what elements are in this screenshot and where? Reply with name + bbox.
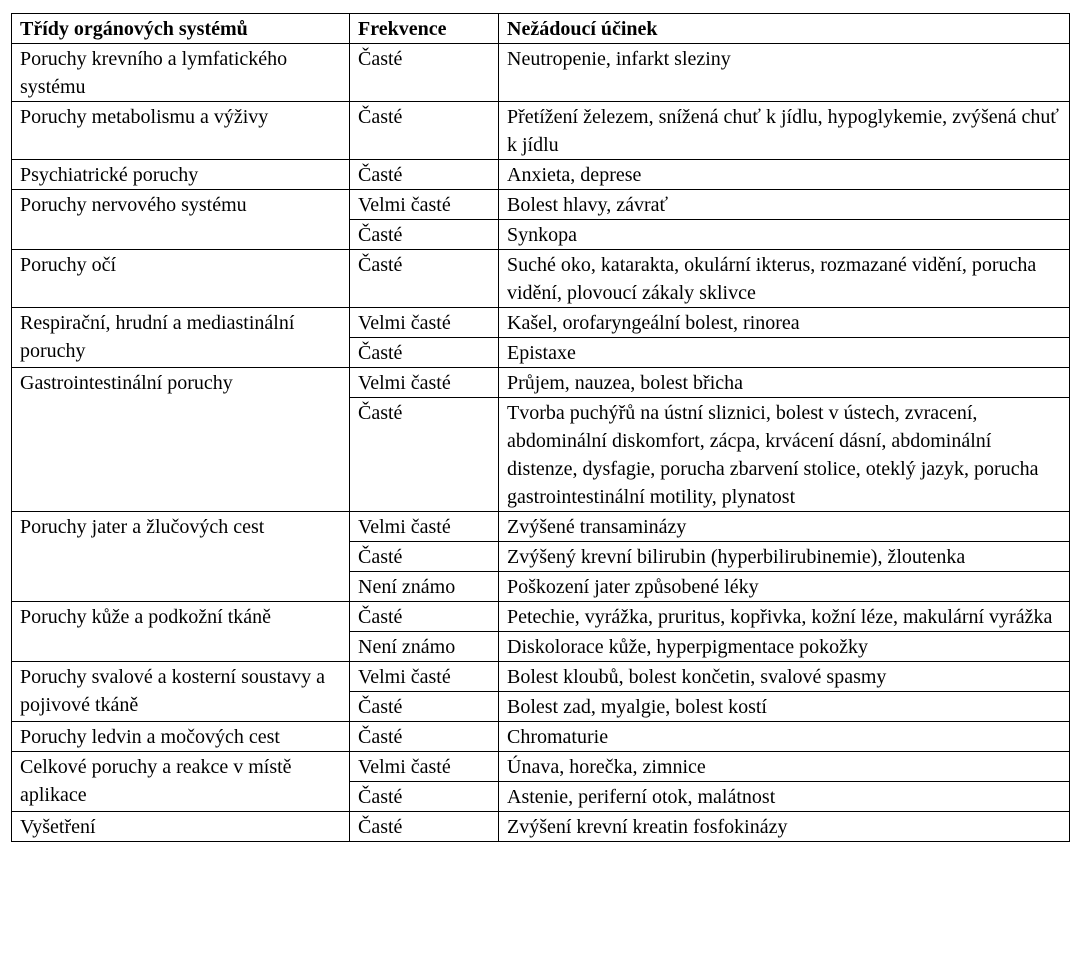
adverse-effect-cell: Zvýšení krevní kreatin fosfokinázy xyxy=(499,812,1070,842)
frequency-cell: Časté xyxy=(350,44,499,102)
frequency-cell: Velmi časté xyxy=(350,308,499,338)
table-row xyxy=(12,190,1070,220)
organ-system-class-cell: Poruchy svalové a kosterní soustavy a pojivové tkáně xyxy=(12,662,350,722)
table-row xyxy=(12,160,1070,190)
adverse-effect-cell: Astenie, periferní otok, malátnost xyxy=(499,782,1070,812)
table-row xyxy=(12,512,1070,542)
frequency-cell: Velmi časté xyxy=(350,662,499,692)
frequency-cell: Časté xyxy=(350,398,499,512)
frequency-cell: Časté xyxy=(350,542,499,572)
adverse-effect-cell: Zvýšené transaminázy xyxy=(499,512,1070,542)
header-frequency: Frekvence xyxy=(350,14,499,44)
organ-system-class-cell: Poruchy krevního a lymfatického systému xyxy=(12,44,350,102)
table-row xyxy=(12,602,1070,632)
frequency-cell: Časté xyxy=(350,220,499,250)
adverse-effect-cell: Diskolorace kůže, hyperpigmentace pokožky xyxy=(499,632,1070,662)
organ-system-class-cell: Poruchy očí xyxy=(12,250,350,308)
organ-system-class-cell: Vyšetření xyxy=(12,812,350,842)
adverse-effect-cell: Tvorba puchýřů na ústní sliznici, bolest v ústech, zvracení, abdominální diskomfort, zácpa, krvácení dásní, abdominální distenze, dysfagie, porucha zbarvení stolice, oteklý jazyk, porucha gastrointestinální motility, plynatost xyxy=(499,398,1070,512)
table-row xyxy=(12,308,1070,338)
adverse-effect-cell: Bolest hlavy, závrať xyxy=(499,190,1070,220)
organ-system-class-cell: Poruchy kůže a podkožní tkáně xyxy=(12,602,350,662)
adverse-effect-cell: Zvýšený krevní bilirubin (hyperbilirubinemie), žloutenka xyxy=(499,542,1070,572)
frequency-cell: Časté xyxy=(350,160,499,190)
adverse-effect-cell: Poškození jater způsobené léky xyxy=(499,572,1070,602)
frequency-cell: Časté xyxy=(350,250,499,308)
adverse-effect-cell: Přetížení železem, snížená chuť k jídlu, hypoglykemie, zvýšená chuť k jídlu xyxy=(499,102,1070,160)
organ-system-class-cell: Poruchy metabolismu a výživy xyxy=(12,102,350,160)
frequency-cell: Časté xyxy=(350,602,499,632)
table-row xyxy=(12,662,1070,692)
adverse-effect-cell: Anxieta, deprese xyxy=(499,160,1070,190)
adverse-effects-table xyxy=(11,13,1070,842)
frequency-cell: Není známo xyxy=(350,572,499,602)
adverse-effect-cell: Bolest kloubů, bolest končetin, svalové spasmy xyxy=(499,662,1070,692)
table-row xyxy=(12,722,1070,752)
frequency-cell: Velmi časté xyxy=(350,190,499,220)
adverse-effect-cell: Petechie, vyrážka, pruritus, kopřivka, kožní léze, makulární vyrážka xyxy=(499,602,1070,632)
organ-system-class-cell: Psychiatrické poruchy xyxy=(12,160,350,190)
adverse-effect-cell: Chromaturie xyxy=(499,722,1070,752)
table-row xyxy=(12,368,1070,398)
adverse-effect-cell: Průjem, nauzea, bolest břicha xyxy=(499,368,1070,398)
table-row xyxy=(12,44,1070,102)
organ-system-class-cell: Poruchy nervového systému xyxy=(12,190,350,250)
organ-system-class-cell: Poruchy jater a žlučových cest xyxy=(12,512,350,602)
adverse-effect-cell: Únava, horečka, zimnice xyxy=(499,752,1070,782)
adverse-effect-cell: Kašel, orofaryngeální bolest, rinorea xyxy=(499,308,1070,338)
adverse-effect-cell: Suché oko, katarakta, okulární ikterus, rozmazané vidění, porucha vidění, plovoucí zákaly sklivce xyxy=(499,250,1070,308)
frequency-cell: Není známo xyxy=(350,632,499,662)
adverse-effects-table-container xyxy=(11,13,1070,842)
table-row xyxy=(12,752,1070,782)
adverse-effect-cell: Synkopa xyxy=(499,220,1070,250)
frequency-cell: Časté xyxy=(350,102,499,160)
adverse-effect-cell: Bolest zad, myalgie, bolest kostí xyxy=(499,692,1070,722)
frequency-cell: Velmi časté xyxy=(350,368,499,398)
frequency-cell: Časté xyxy=(350,812,499,842)
organ-system-class-cell: Respirační, hrudní a mediastinální poruchy xyxy=(12,308,350,368)
frequency-cell: Časté xyxy=(350,782,499,812)
table-body xyxy=(12,44,1070,842)
organ-system-class-cell: Poruchy ledvin a močových cest xyxy=(12,722,350,752)
organ-system-class-cell: Celkové poruchy a reakce v místě aplikace xyxy=(12,752,350,812)
frequency-cell: Časté xyxy=(350,338,499,368)
frequency-cell: Časté xyxy=(350,692,499,722)
adverse-effect-cell: Epistaxe xyxy=(499,338,1070,368)
header-adverse-effect: Nežádoucí účinek xyxy=(499,14,1070,44)
frequency-cell: Velmi časté xyxy=(350,752,499,782)
table-header-row xyxy=(12,14,1070,44)
table-row xyxy=(12,250,1070,308)
table-row xyxy=(12,102,1070,160)
organ-system-class-cell: Gastrointestinální poruchy xyxy=(12,368,350,512)
frequency-cell: Velmi časté xyxy=(350,512,499,542)
adverse-effect-cell: Neutropenie, infarkt sleziny xyxy=(499,44,1070,102)
header-organ-system-class: Třídy orgánových systémů xyxy=(12,14,350,44)
frequency-cell: Časté xyxy=(350,722,499,752)
table-row xyxy=(12,812,1070,842)
